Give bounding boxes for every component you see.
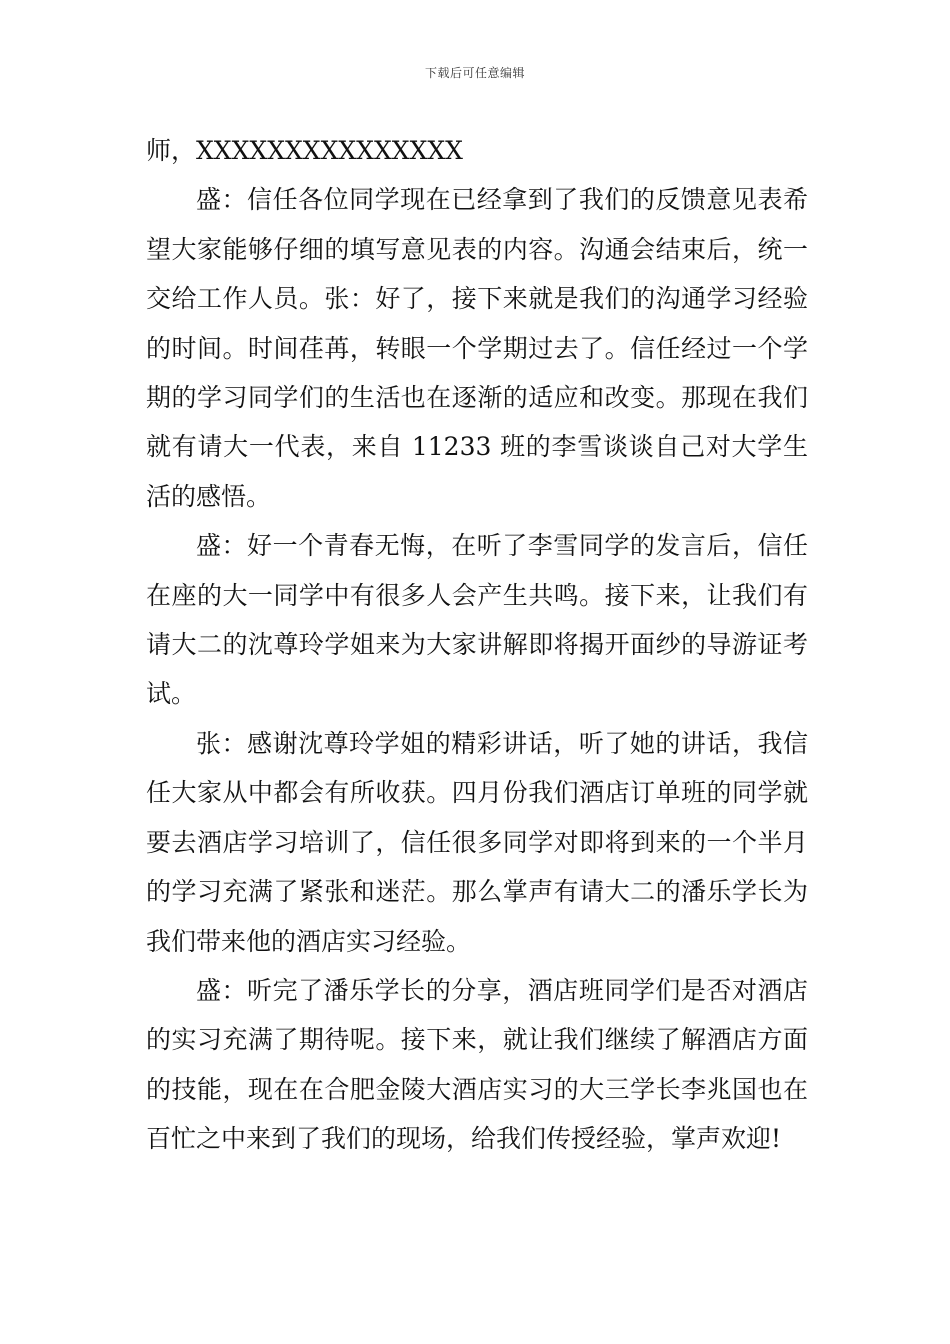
document-body (146, 126, 808, 1164)
paragraph-2: 盛：信任各位同学现在已经拿到了我们的反馈意见表希望大家能够仔细的填写意见表的内容。沟通会结束后，统一交给工作人员。张：好了，接下来就是我们的沟通学习经验的时间。时间荏苒，转眼一个学期过去了。信任经过一个学期的学习同学们的生活也在逐渐的适应和改变。那现在我们就有请大一代表，来自 11233 班的李雪谈谈自己对大学生活的感悟。 (146, 185, 808, 511)
paragraph-4: 张：感谢沈尊玲学姐的精彩讲话，听了她的讲话，我信任大家从中都会有所收获。四月份我们酒店订单班的同学就要去酒店学习培训了，信任很多同学对即将到来的一个半月的学习充满了紧张和迷茫。那么掌声有请大二的潘乐学长为我们带来他的酒店实习经验。 (146, 728, 808, 956)
page-header-note: 下载后可任意编辑 (424, 66, 525, 80)
paragraph-5: 盛：听完了潘乐学长的分享，酒店班同学们是否对酒店的实习充满了期待呢。接下来，就让我们继续了解酒店方面的技能，现在在合肥金陵大酒店实习的大三学长李兆国也在百忙之中来到了我们的现场，给我们传授经验，掌声欢迎! (146, 975, 808, 1154)
paragraph-1: 师，XXXXXXXXXXXXXXX (146, 136, 463, 165)
paragraph-3: 盛：好一个青春无悔，在听了李雪同学的发言后，信任在座的大一同学中有很多人会产生共鸣。接下来，让我们有请大二的沈尊玲学姐来为大家讲解即将揭开面纱的导游证考试。 (146, 531, 808, 709)
